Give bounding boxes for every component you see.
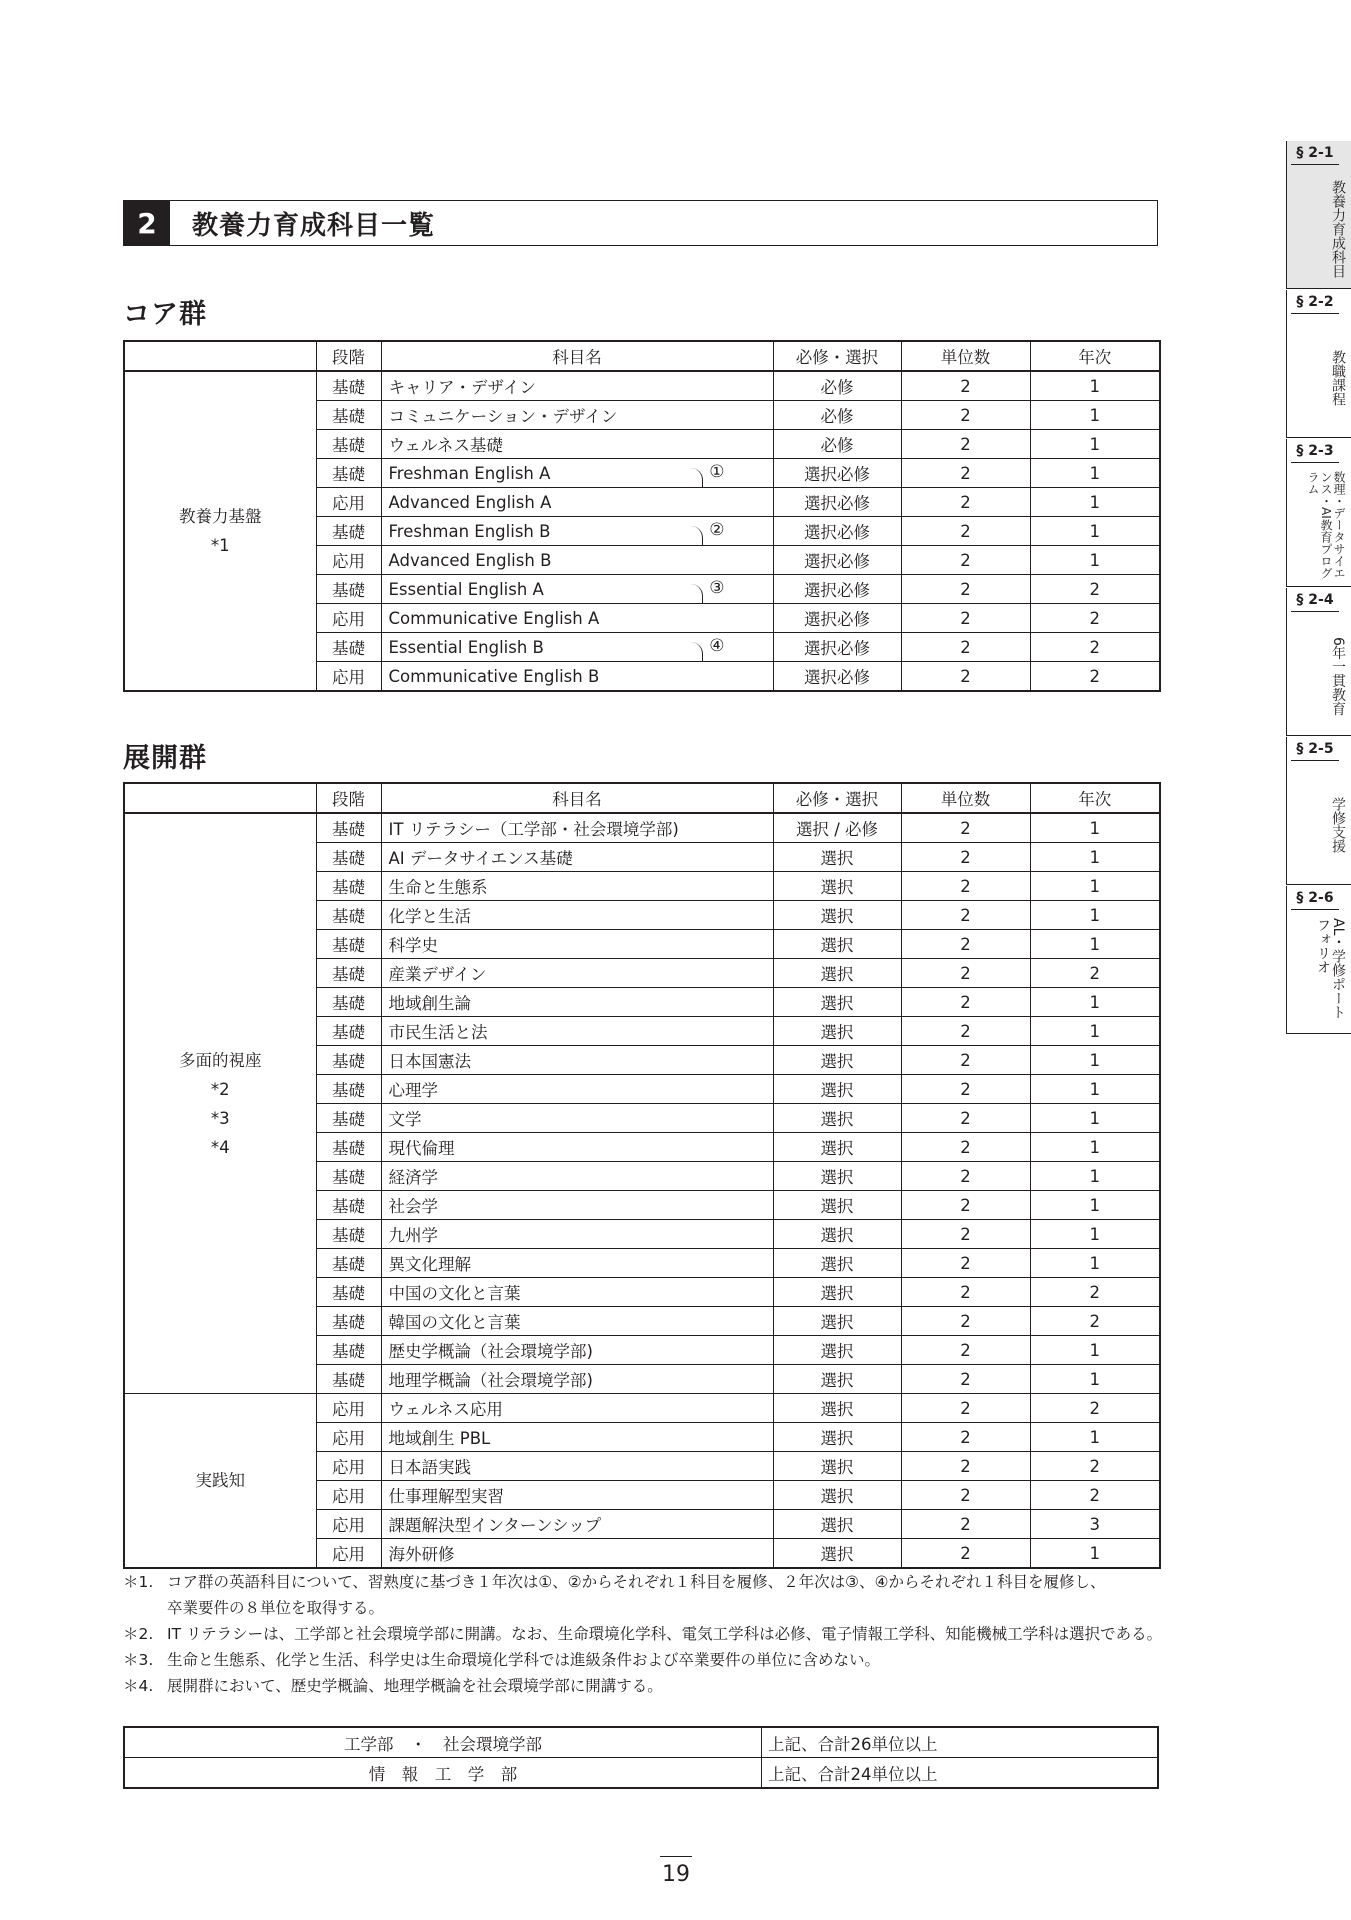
footnote-mark: ＊1. xyxy=(123,1573,154,1591)
department-cell: 工学部 ・ 社会環境学部 xyxy=(124,1727,762,1758)
req-cell: 選択 xyxy=(773,901,901,930)
year-cell: 2 xyxy=(1030,604,1160,633)
side-index-label: 数理・データサイエンス・AI教育プログラム xyxy=(1306,471,1346,579)
req-cell: 選択 xyxy=(773,1046,901,1075)
stage-cell: 基礎 xyxy=(316,1307,381,1336)
header-name: 科目名 xyxy=(381,783,773,813)
units-cell: 2 xyxy=(901,1307,1030,1336)
units-cell: 2 xyxy=(901,1510,1030,1539)
category-label: 多面的視座 xyxy=(179,1050,262,1070)
stage-cell: 基礎 xyxy=(316,1075,381,1104)
stage-cell: 基礎 xyxy=(316,1278,381,1307)
table-header-row xyxy=(124,341,1160,371)
side-index-code: § 2-4 xyxy=(1291,592,1339,612)
side-index-tab-2-4[interactable] xyxy=(1286,588,1351,736)
brace-group-4 xyxy=(690,642,703,662)
units-cell: 2 xyxy=(901,1220,1030,1249)
units-cell: 2 xyxy=(901,517,1030,546)
req-cell: 選択 xyxy=(773,1220,901,1249)
course-name-cell: Advanced English B xyxy=(381,546,773,575)
units-cell: 2 xyxy=(901,959,1030,988)
category-cell-multi xyxy=(124,813,316,1394)
year-cell: 1 xyxy=(1030,1162,1160,1191)
units-cell: 2 xyxy=(901,1278,1030,1307)
course-name: Freshman English B xyxy=(388,521,551,541)
year-cell: 1 xyxy=(1030,843,1160,872)
course-name-cell: キャリア・デザイン xyxy=(381,371,773,401)
side-index-label: AL・学修ポートフォリオ xyxy=(1315,918,1346,1020)
year-cell: 1 xyxy=(1030,1365,1160,1394)
units-cell: 2 xyxy=(901,575,1030,604)
category-note-ref: *1 xyxy=(210,536,230,555)
req-cell: 選択 xyxy=(773,930,901,959)
year-cell: 3 xyxy=(1030,1510,1160,1539)
core-group-title: コア群 xyxy=(123,299,207,330)
year-cell: 1 xyxy=(1030,930,1160,959)
course-name-cell: 地域創生 PBL xyxy=(381,1423,773,1452)
course-name: Essential English B xyxy=(388,637,544,657)
year-cell: 1 xyxy=(1030,901,1160,930)
req-cell: 選択必修 xyxy=(773,662,901,692)
course-name-cell: 課題解決型インターンシップ xyxy=(381,1510,773,1539)
side-index-tab-2-2[interactable] xyxy=(1286,290,1351,438)
year-cell: 2 xyxy=(1030,1307,1160,1336)
stage-cell: 応用 xyxy=(316,546,381,575)
stage-cell: 応用 xyxy=(316,1539,381,1569)
units-cell: 2 xyxy=(901,1336,1030,1365)
req-cell: 選択 xyxy=(773,1539,901,1569)
divider xyxy=(1287,288,1351,289)
table-row xyxy=(124,1394,1160,1423)
units-cell: 2 xyxy=(901,459,1030,488)
course-name-cell: 地域創生論 xyxy=(381,988,773,1017)
units-cell: 2 xyxy=(901,1104,1030,1133)
footnote-mark: ＊3. xyxy=(123,1651,154,1669)
section-number: 2 xyxy=(124,201,170,245)
table-row xyxy=(124,1758,1158,1789)
footnote-text: 生命と生態系、化学と生活、科学史は生命環境化学科では進級条件および卒業要件の単位に含めない。 xyxy=(167,1651,881,1669)
year-cell: 2 xyxy=(1030,1394,1160,1423)
req-cell: 選択必修 xyxy=(773,633,901,662)
req-cell: 選択 xyxy=(773,1278,901,1307)
header-stage: 段階 xyxy=(316,341,381,371)
stage-cell: 基礎 xyxy=(316,430,381,459)
divider xyxy=(1287,437,1351,438)
units-cell: 2 xyxy=(901,1423,1030,1452)
footnote-text-continued: 卒業要件の８単位を取得する。 xyxy=(167,1599,385,1617)
stage-cell: 基礎 xyxy=(316,988,381,1017)
req-cell: 選択 xyxy=(773,1249,901,1278)
divider xyxy=(1287,884,1351,885)
side-index-tab-2-6[interactable] xyxy=(1286,886,1351,1034)
stage-cell: 基礎 xyxy=(316,371,381,401)
stage-cell: 基礎 xyxy=(316,901,381,930)
stage-cell: 基礎 xyxy=(316,1249,381,1278)
requirement-cell: 上記、合計24単位以上 xyxy=(762,1758,1159,1789)
units-cell: 2 xyxy=(901,1539,1030,1569)
section-header xyxy=(123,200,1158,246)
year-cell: 2 xyxy=(1030,1452,1160,1481)
course-name-cell: 社会学 xyxy=(381,1191,773,1220)
req-cell: 選択 xyxy=(773,1423,901,1452)
expand-table xyxy=(123,782,1161,1569)
req-cell: 必修 xyxy=(773,371,901,401)
units-cell: 2 xyxy=(901,430,1030,459)
units-cell: 2 xyxy=(901,488,1030,517)
category-cell-core xyxy=(124,371,316,691)
year-cell: 1 xyxy=(1030,517,1160,546)
page-number: 19 xyxy=(662,1862,690,1887)
units-cell: 2 xyxy=(901,1394,1030,1423)
year-cell: 2 xyxy=(1030,633,1160,662)
req-cell: 選択 xyxy=(773,1162,901,1191)
stage-cell: 応用 xyxy=(316,1394,381,1423)
category-note-ref: *3 xyxy=(210,1108,230,1128)
req-cell: 選択必修 xyxy=(773,546,901,575)
group-number-3: ③ xyxy=(709,578,725,598)
units-cell: 2 xyxy=(901,604,1030,633)
side-index-label: 学修支援 xyxy=(1330,797,1346,853)
footnotes xyxy=(123,1569,1183,1699)
course-name-cell: 市民生活と法 xyxy=(381,1017,773,1046)
stage-cell: 応用 xyxy=(316,1452,381,1481)
credit-summary-table xyxy=(123,1726,1159,1789)
year-cell: 1 xyxy=(1030,488,1160,517)
stage-cell: 基礎 xyxy=(316,813,381,843)
brace-group-3 xyxy=(690,584,703,604)
course-name-cell: 経済学 xyxy=(381,1162,773,1191)
req-cell: 選択 / 必修 xyxy=(773,813,901,843)
course-name-cell: 九州学 xyxy=(381,1220,773,1249)
course-name-cell: IT リテラシー（工学部・社会環境学部) xyxy=(381,813,773,843)
year-cell: 1 xyxy=(1030,988,1160,1017)
header-empty-cell xyxy=(124,341,316,371)
year-cell: 1 xyxy=(1030,459,1160,488)
course-name-cell: 科学史 xyxy=(381,930,773,959)
stage-cell: 応用 xyxy=(316,662,381,692)
stage-cell: 応用 xyxy=(316,604,381,633)
stage-cell: 基礎 xyxy=(316,1017,381,1046)
course-name-cell: 日本語実践 xyxy=(381,1452,773,1481)
footnote xyxy=(123,1673,1183,1699)
req-cell: 選択 xyxy=(773,1017,901,1046)
side-index-tab-2-5[interactable] xyxy=(1286,737,1351,885)
stage-cell: 応用 xyxy=(316,1510,381,1539)
divider xyxy=(1287,586,1351,587)
stage-cell: 基礎 xyxy=(316,959,381,988)
req-cell: 選択 xyxy=(773,1191,901,1220)
year-cell: 1 xyxy=(1030,813,1160,843)
units-cell: 2 xyxy=(901,1452,1030,1481)
side-index-label: 6年一貫教育 xyxy=(1330,636,1346,716)
year-cell: 1 xyxy=(1030,1336,1160,1365)
side-index-code: § 2-6 xyxy=(1291,890,1339,910)
footnote xyxy=(123,1621,1183,1647)
course-name-cell: 生命と生態系 xyxy=(381,872,773,901)
units-cell: 2 xyxy=(901,843,1030,872)
brace-group-2 xyxy=(690,526,703,546)
units-cell: 2 xyxy=(901,1249,1030,1278)
header-units: 単位数 xyxy=(901,341,1030,371)
footnote xyxy=(123,1647,1183,1673)
req-cell: 選択必修 xyxy=(773,517,901,546)
req-cell: 必修 xyxy=(773,401,901,430)
year-cell: 1 xyxy=(1030,1423,1160,1452)
req-cell: 選択 xyxy=(773,959,901,988)
req-cell: 選択必修 xyxy=(773,488,901,517)
course-name-cell: 現代倫理 xyxy=(381,1133,773,1162)
footnote-text-block xyxy=(167,1569,1183,1621)
stage-cell: 基礎 xyxy=(316,1162,381,1191)
year-cell: 2 xyxy=(1030,1278,1160,1307)
req-cell: 選択 xyxy=(773,988,901,1017)
header-req: 必修・選択 xyxy=(773,783,901,813)
department-cell: 情 報 工 学 部 xyxy=(124,1758,762,1789)
section-title: 教養力育成科目一覧 xyxy=(192,210,436,241)
stage-cell: 基礎 xyxy=(316,872,381,901)
course-name-cell: AI データサイエンス基礎 xyxy=(381,843,773,872)
year-cell: 1 xyxy=(1030,1220,1160,1249)
header-empty-cell xyxy=(124,783,316,813)
course-name-cell: 仕事理解型実習 xyxy=(381,1481,773,1510)
req-cell: 選択 xyxy=(773,1075,901,1104)
units-cell: 2 xyxy=(901,930,1030,959)
course-name-cell: 日本国憲法 xyxy=(381,1046,773,1075)
group-number-1: ① xyxy=(709,462,725,482)
course-name-cell: 地理学概論（社会環境学部) xyxy=(381,1365,773,1394)
divider xyxy=(1287,735,1351,736)
stage-cell: 応用 xyxy=(316,1423,381,1452)
table-header-row xyxy=(124,783,1160,813)
side-index-code: § 2-3 xyxy=(1291,443,1339,463)
course-name-cell: Advanced English A xyxy=(381,488,773,517)
group-number-4: ④ xyxy=(709,636,725,656)
category-label: 実践知 xyxy=(195,1471,245,1490)
req-cell: 選択 xyxy=(773,1133,901,1162)
group-number-2: ② xyxy=(709,520,725,540)
category-note-ref: *4 xyxy=(210,1137,230,1157)
course-name-cell: 産業デザイン xyxy=(381,959,773,988)
course-name-cell: 中国の文化と言葉 xyxy=(381,1278,773,1307)
req-cell: 選択 xyxy=(773,843,901,872)
brace-group-1 xyxy=(690,468,703,488)
course-name-cell: ウェルネス応用 xyxy=(381,1394,773,1423)
req-cell: 選択 xyxy=(773,1104,901,1133)
stage-cell: 基礎 xyxy=(316,401,381,430)
units-cell: 2 xyxy=(901,546,1030,575)
footnote-text: コア群の英語科目について、習熟度に基づき１年次は①、②からそれぞれ１科目を履修、２年次は③、④からそれぞれ１科目を履修し、 xyxy=(167,1573,1106,1591)
course-name-cell xyxy=(381,633,773,662)
course-name-cell: 心理学 xyxy=(381,1075,773,1104)
stage-cell: 基礎 xyxy=(316,1365,381,1394)
year-cell: 2 xyxy=(1030,1481,1160,1510)
year-cell: 1 xyxy=(1030,546,1160,575)
course-name: Essential English A xyxy=(388,579,544,599)
req-cell: 必修 xyxy=(773,430,901,459)
year-cell: 1 xyxy=(1030,1104,1160,1133)
year-cell: 2 xyxy=(1030,959,1160,988)
req-cell: 選択 xyxy=(773,1336,901,1365)
req-cell: 選択必修 xyxy=(773,604,901,633)
req-cell: 選択 xyxy=(773,1307,901,1336)
stage-cell: 応用 xyxy=(316,1481,381,1510)
units-cell: 2 xyxy=(901,633,1030,662)
units-cell: 2 xyxy=(901,1365,1030,1394)
year-cell: 1 xyxy=(1030,430,1160,459)
stage-cell: 基礎 xyxy=(316,1336,381,1365)
year-cell: 1 xyxy=(1030,1046,1160,1075)
stage-cell: 基礎 xyxy=(316,1191,381,1220)
course-name-cell: 文学 xyxy=(381,1104,773,1133)
units-cell: 2 xyxy=(901,872,1030,901)
req-cell: 選択 xyxy=(773,1481,901,1510)
side-index-label: 教職課程 xyxy=(1330,350,1346,406)
year-cell: 1 xyxy=(1030,401,1160,430)
course-name-cell xyxy=(381,575,773,604)
course-name-cell: 化学と生活 xyxy=(381,901,773,930)
req-cell: 選択必修 xyxy=(773,575,901,604)
units-cell: 2 xyxy=(901,1133,1030,1162)
req-cell: 選択必修 xyxy=(773,459,901,488)
footnote xyxy=(123,1569,1183,1621)
footnote-mark: ＊4. xyxy=(123,1677,154,1695)
units-cell: 2 xyxy=(901,371,1030,401)
units-cell: 2 xyxy=(901,813,1030,843)
course-name-cell: Communicative English A xyxy=(381,604,773,633)
table-row xyxy=(124,371,1160,401)
year-cell: 2 xyxy=(1030,662,1160,692)
course-name-cell: Communicative English B xyxy=(381,662,773,692)
stage-cell: 基礎 xyxy=(316,1046,381,1075)
table-row xyxy=(124,813,1160,843)
req-cell: 選択 xyxy=(773,1510,901,1539)
divider xyxy=(1287,1033,1351,1034)
units-cell: 2 xyxy=(901,1075,1030,1104)
year-cell: 1 xyxy=(1030,1133,1160,1162)
course-name: Freshman English A xyxy=(388,463,551,483)
req-cell: 選択 xyxy=(773,1394,901,1423)
header-year: 年次 xyxy=(1030,783,1160,813)
year-cell: 1 xyxy=(1030,1017,1160,1046)
units-cell: 2 xyxy=(901,1017,1030,1046)
units-cell: 2 xyxy=(901,1481,1030,1510)
year-cell: 2 xyxy=(1030,575,1160,604)
side-index-tab-2-1[interactable] xyxy=(1286,141,1351,289)
stage-cell: 基礎 xyxy=(316,459,381,488)
stage-cell: 基礎 xyxy=(316,930,381,959)
course-name-cell: ウェルネス基礎 xyxy=(381,430,773,459)
category-note-ref: *2 xyxy=(210,1079,230,1099)
header-units: 単位数 xyxy=(901,783,1030,813)
footnote-mark: ＊2. xyxy=(123,1625,154,1643)
units-cell: 2 xyxy=(901,1191,1030,1220)
stage-cell: 基礎 xyxy=(316,517,381,546)
header-req: 必修・選択 xyxy=(773,341,901,371)
year-cell: 1 xyxy=(1030,1191,1160,1220)
header-name: 科目名 xyxy=(381,341,773,371)
expand-group-title: 展開群 xyxy=(123,743,207,774)
page-number-rule xyxy=(660,1856,692,1857)
stage-cell: 基礎 xyxy=(316,1220,381,1249)
req-cell: 選択 xyxy=(773,1365,901,1394)
stage-cell: 基礎 xyxy=(316,633,381,662)
header-year: 年次 xyxy=(1030,341,1160,371)
units-cell: 2 xyxy=(901,1046,1030,1075)
year-cell: 1 xyxy=(1030,1539,1160,1569)
stage-cell: 応用 xyxy=(316,488,381,517)
course-name-cell: 海外研修 xyxy=(381,1539,773,1569)
category-label: 教養力基盤 xyxy=(179,507,262,526)
footnote-text: 展開群において、歴史学概論、地理学概論を社会環境学部に開講する。 xyxy=(167,1677,663,1695)
course-name-cell: 異文化理解 xyxy=(381,1249,773,1278)
side-index-tab-2-3[interactable] xyxy=(1286,439,1351,587)
units-cell: 2 xyxy=(901,901,1030,930)
units-cell: 2 xyxy=(901,1162,1030,1191)
units-cell: 2 xyxy=(901,401,1030,430)
course-name-cell xyxy=(381,517,773,546)
header-stage: 段階 xyxy=(316,783,381,813)
side-index-label: 教養力育成科目 xyxy=(1330,180,1346,278)
units-cell: 2 xyxy=(901,988,1030,1017)
course-name-cell: 歴史学概論（社会環境学部) xyxy=(381,1336,773,1365)
stage-cell: 基礎 xyxy=(316,575,381,604)
side-index-code: § 2-1 xyxy=(1291,145,1339,165)
req-cell: 選択 xyxy=(773,1452,901,1481)
units-cell: 2 xyxy=(901,662,1030,692)
course-name-cell: 韓国の文化と言葉 xyxy=(381,1307,773,1336)
table-row xyxy=(124,1727,1158,1758)
side-index-code: § 2-5 xyxy=(1291,741,1339,761)
req-cell: 選択 xyxy=(773,872,901,901)
course-name-cell xyxy=(381,459,773,488)
year-cell: 1 xyxy=(1030,371,1160,401)
year-cell: 1 xyxy=(1030,1249,1160,1278)
stage-cell: 基礎 xyxy=(316,1133,381,1162)
core-table xyxy=(123,340,1161,692)
stage-cell: 基礎 xyxy=(316,843,381,872)
year-cell: 1 xyxy=(1030,872,1160,901)
side-index-code: § 2-2 xyxy=(1291,294,1339,314)
year-cell: 1 xyxy=(1030,1075,1160,1104)
course-name-cell: コミュニケーション・デザイン xyxy=(381,401,773,430)
stage-cell: 基礎 xyxy=(316,1104,381,1133)
footnote-text: IT リテラシーは、工学部と社会環境学部に開講。なお、生命環境化学科、電気工学科は必修、電子情報工学科、知能機械工学科は選択である。 xyxy=(167,1625,1163,1643)
requirement-cell: 上記、合計26単位以上 xyxy=(762,1727,1159,1758)
category-cell-practice xyxy=(124,1394,316,1569)
